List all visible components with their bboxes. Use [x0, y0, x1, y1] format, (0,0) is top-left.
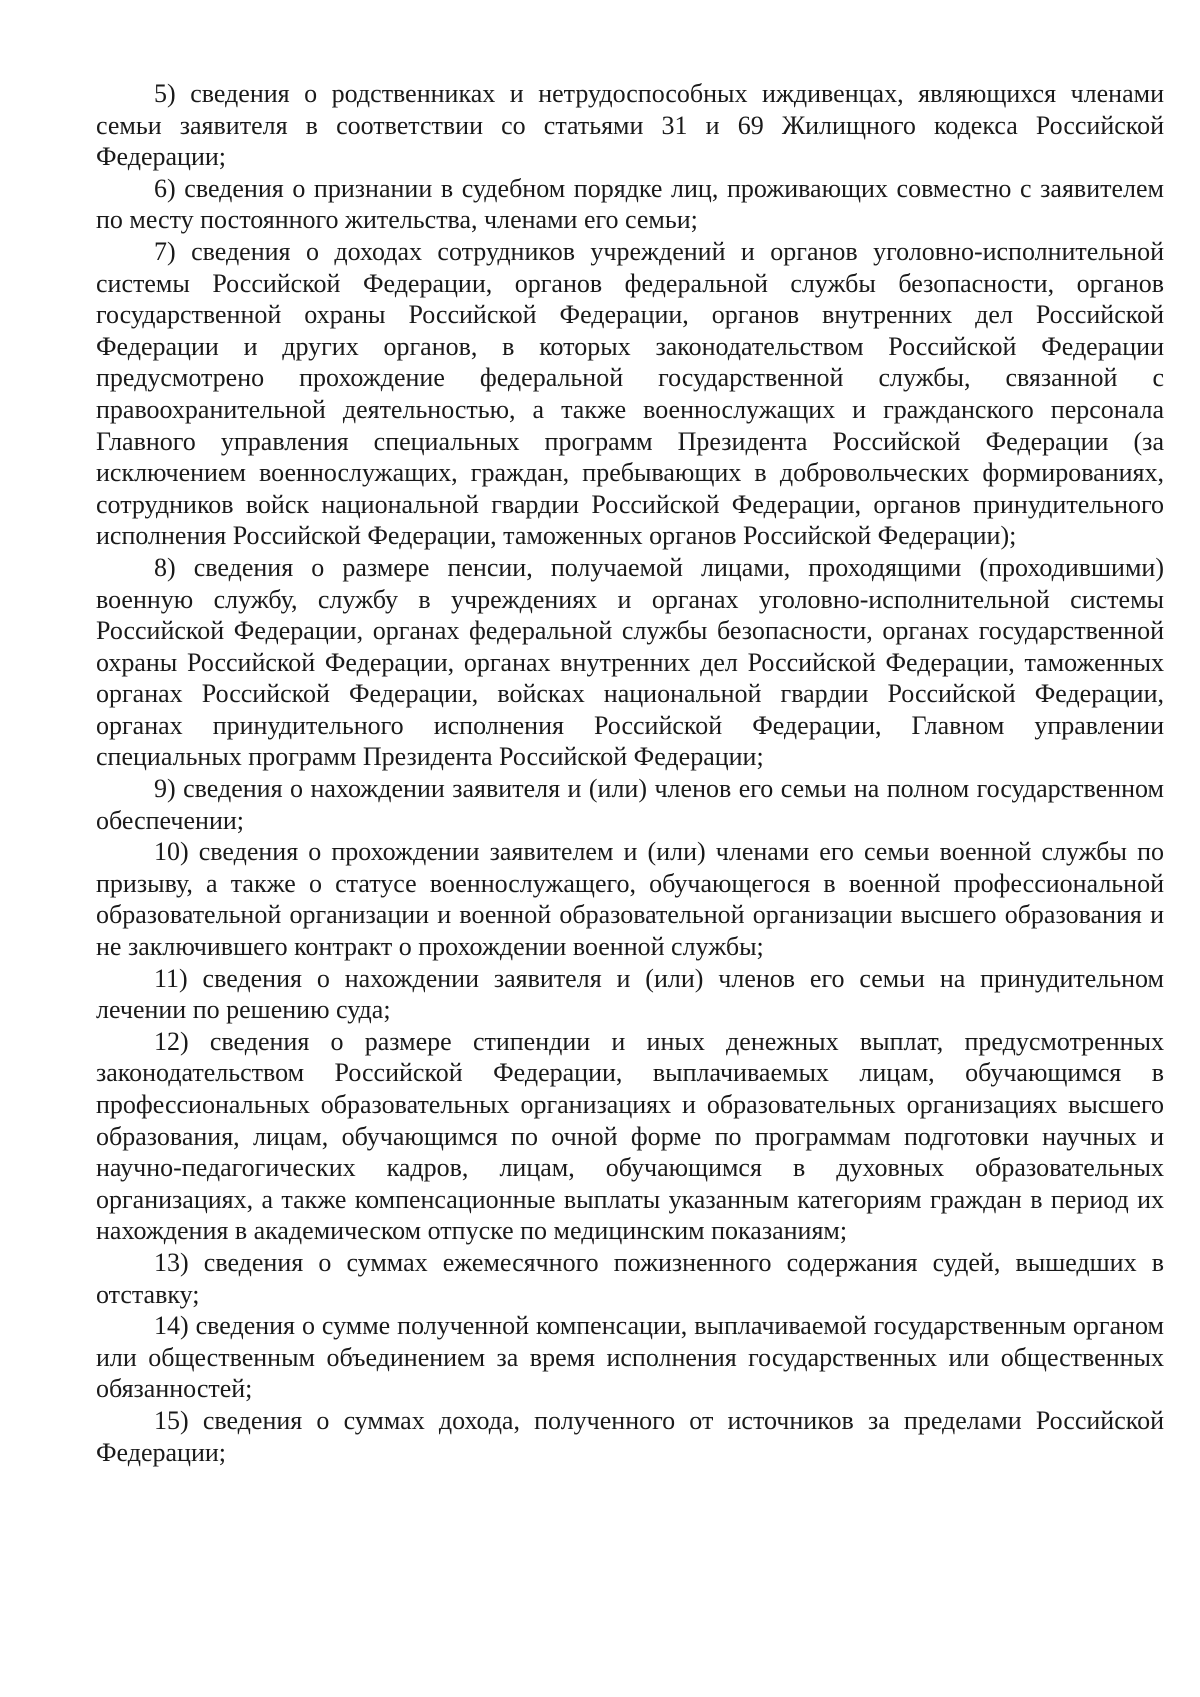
- list-item-14: 14) сведения о сумме полученной компенсации, выплачиваемой государственным органом или общественным объединением за время исполнения государственных или общественных обязанностей;: [96, 1311, 1164, 1404]
- list-item-5: 5) сведения о родственниках и нетрудоспособных иждивенцах, являющихся членами семьи заявителя в соответствии со статьями 31 и 69 Жилищного кодекса Российской Федерации;: [96, 79, 1164, 172]
- list-item-9: 9) сведения о нахождении заявителя и (или) членов его семьи на полном государственном обеспечении;: [96, 774, 1164, 835]
- document-body: [96, 78, 1164, 1468]
- list-item-15: 15) сведения о суммах дохода, полученного от источников за пределами Российской Федерации;: [96, 1405, 1164, 1467]
- list-item-12: 12) сведения о размере стипендии и иных денежных выплат, предусмотренных законодательством Российской Федерации, выплачиваемых лицам, обучающимся в профессиональных образовательных организациях и образовательных организациях высшего образования, лицам, обучающимся по очной форме по программам подготовки научных и научно-педагогических кадров, лицам, обучающимся в духовных образовательных организациях, а также компенсационные выплаты указанным категориям граждан в период их нахождения в академическом отпуске по медицинским показаниям;: [96, 1026, 1164, 1246]
- list-item-6: 6) сведения о признании в судебном порядке лиц, проживающих совместно с заявителем по месту постоянного жительства, членами его семьи;: [96, 173, 1164, 235]
- list-item-11: 11) сведения о нахождении заявителя и (или) членов его семьи на принудительном лечении по решению суда;: [96, 963, 1164, 1025]
- list-item-13: 13) сведения о суммах ежемесячного пожизненного содержания судей, вышедших в отставку;: [96, 1247, 1164, 1309]
- list-item-7: 7) сведения о доходах сотрудников учреждений и органов уголовно-исполнительной системы Российской Федерации, органов федеральной службы безопасности, органов государственной охраны Российской Федерации, органов внутренних дел Российской Федерации и других органов, в которых законодательством Российской Федерации предусмотрено прохождение федеральной государственной службы, связанной с правоохранительной деятельностью, а также военнослужащих и гражданского персонала Главного управления специальных программ Президента Российской Федерации (за исключением военнослужащих, граждан, пребывающих в добровольческих формированиях, сотрудников войск национальной гвардии Российской Федерации, органов принудительного исполнения Российской Федерации, таможенных органов Российской Федерации);: [96, 236, 1164, 551]
- list-item-10: 10) сведения о прохождении заявителем и (или) членами его семьи военной службы по призыву, а также о статусе военнослужащего, обучающегося в военной профессиональной образовательной организации и военной образовательной организации высшего образования и не заключившего контракт о прохождении военной службы;: [96, 837, 1164, 962]
- list-item-8: 8) сведения о размере пенсии, получаемой лицами, проходящими (проходившими) военную службу, службу в учреждениях и органах уголовно-исполнительной системы Российской Федерации, органах федеральной службы безопасности, органах государственной охраны Российской Федерации, органах внутренних дел Российской Федерации, таможенных органах Российской Федерации, войсках национальной гвардии Российской Федерации, органах принудительного исполнения Российской Федерации, Главном управлении специальных программ Президента Российской Федерации;: [96, 552, 1164, 772]
